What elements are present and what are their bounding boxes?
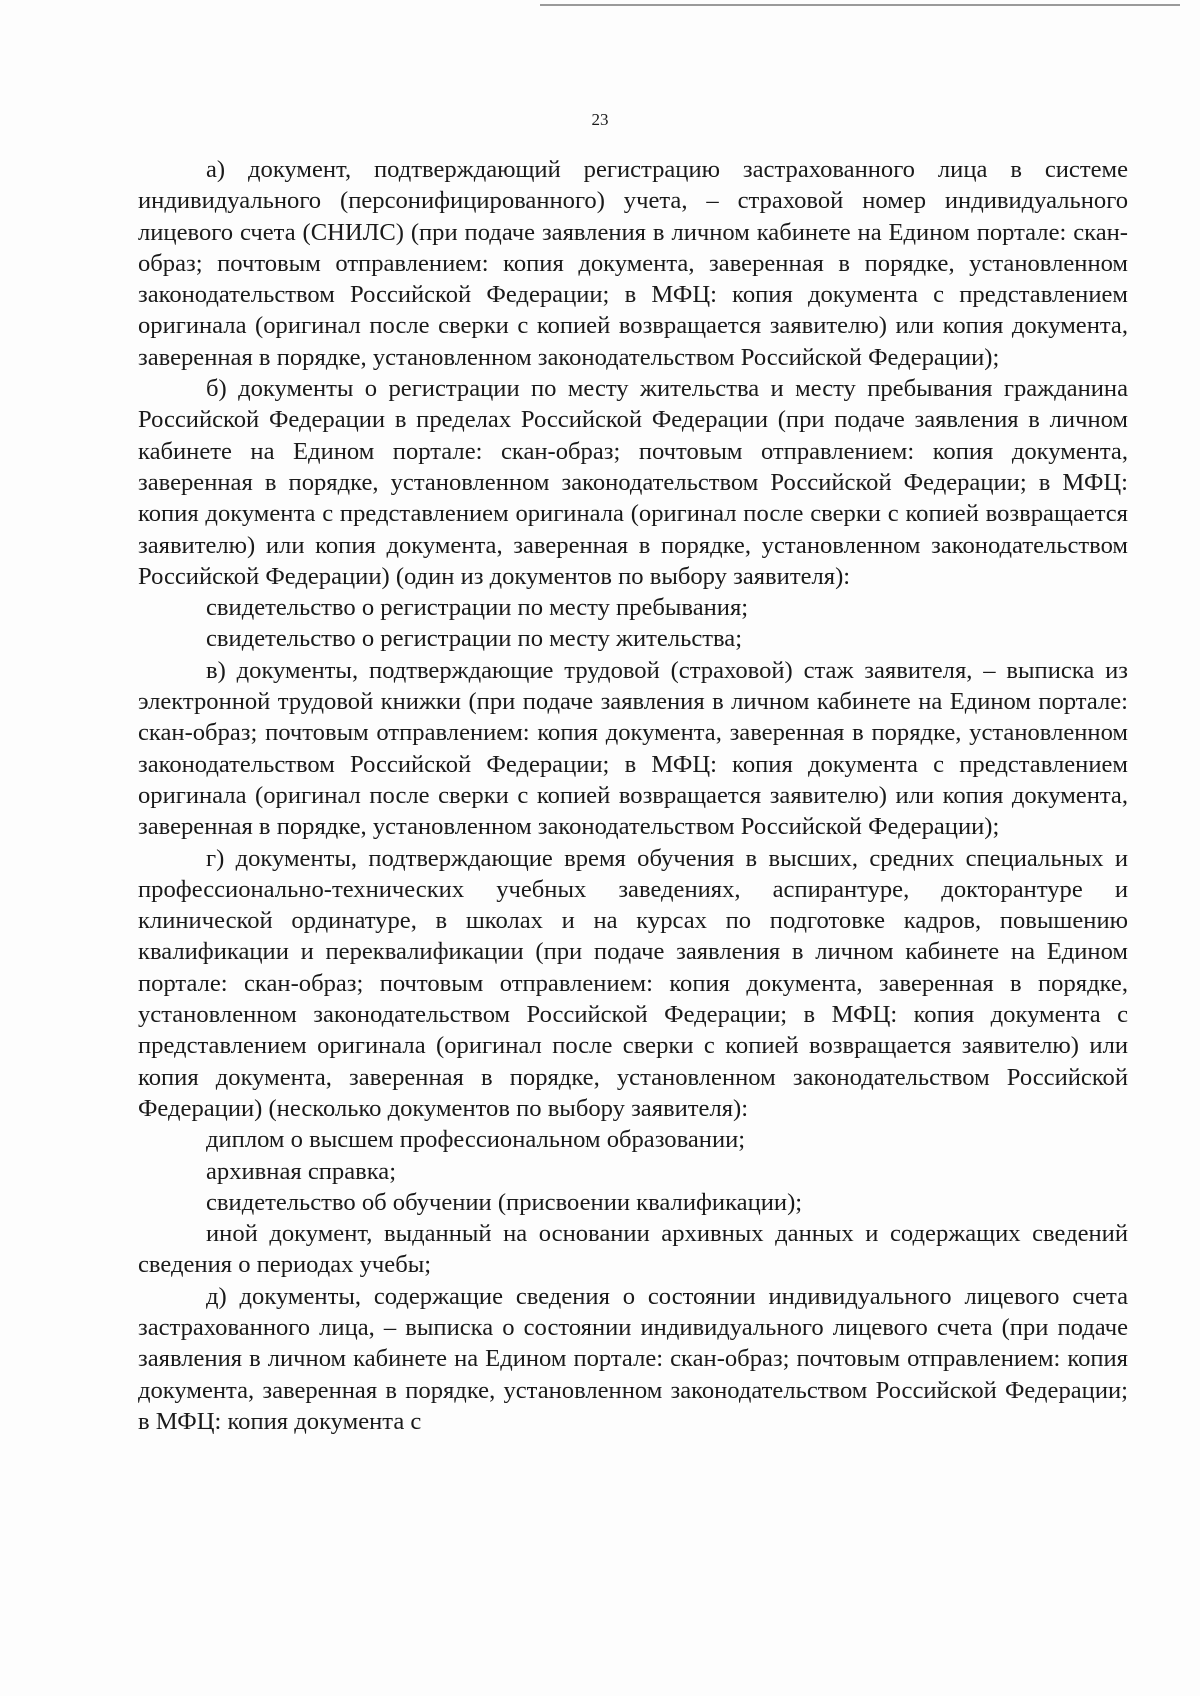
paragraph-b-registration: б) документы о регистрации по месту жительства и месту пребывания гражданина Российской Федерации в пределах Российской Федерации (при подаче заявления в личном кабинете на Едином портале: скан-образ; почтовым отправлением: копия документа, заверенная в порядке, установленном законодательством Российской Федерации; в МФЦ: копия документа с представлением оригинала (оригинал после сверки с копией возвращается заявителю) или копия документа, заверенная в порядке, установленном законодательством Российской Федерации) (один из документов по выбору заявителя): [138,375,1128,590]
list-item: архивная справка; [206,1157,397,1185]
paragraph-a-snils: а) документ, подтверждающий регистрацию застрахованного лица в системе индивидуального (персонифицированного) учета, – страховой номер индивидуального лицевого счета (СНИЛС) (при подаче заявления в личном кабинете на Едином портале: скан-образ; почтовым отправлением: копия документа, заверенная в порядке, установленном законодательством Российской Федерации; в МФЦ: копия документа с представлением оригинала (оригинал после сверки с копией возвращается заявителю) или копия документа, заверенная в порядке, установленном законодательством Российской Федерации); [138,156,1128,371]
paragraph-d-account-statement: д) документы, содержащие сведения о состоянии индивидуального лицевого счета застрахованного лица, – выписка о состоянии индивидуального лицевого счета (при подаче заявления в личном кабинете на Едином портале: скан-образ; почтовым отправлением: копия документа, заверенная в порядке, установленном законодательством Российской Федерации; в МФЦ: копия документа с [138,1282,1128,1435]
document-body [138,154,1128,1437]
list-item: диплом о высшем профессиональном образовании; [206,1126,746,1154]
list-item: свидетельство об обучении (присвоении квалификации); [206,1188,803,1216]
page-number: 23 [591,110,609,129]
list-item: иной документ, выданный на основании архивных данных и содержащих сведений сведения о периодах учебы; [138,1220,1128,1279]
list-item: свидетельство о регистрации по месту жительства; [206,625,743,653]
paragraph-v-work-record: в) документы, подтверждающие трудовой (страховой) стаж заявителя, – выписка из электронной трудовой книжки (при подаче заявления в личном кабинете на Едином портале: скан-образ; почтовым отправлением: копия документа, заверенная в порядке, установленном законодательством Российской Федерации; в МФЦ: копия документа с представлением оригинала (оригинал после сверки с копией возвращается заявителю) или копия документа, заверенная в порядке, установленном законодательством Российской Федерации); [138,656,1128,841]
scan-edge-line [540,4,1180,6]
paragraph-g-education: г) документы, подтверждающие время обучения в высших, средних специальных и профессионально-технических учебных заведениях, аспирантуре, докторантуре и клинической ординатуре, в школах и на курсах по подготовке кадров, повышению квалификации и переквалификации (при подаче заявления в личном кабинете на Едином портале: скан-образ; почтовым отправлением: копия документа, заверенная в порядке, установленном законодательством Российской Федерации; в МФЦ: копия документа с представлением оригинала (оригинал после сверки с копией возвращается заявителю) или копия документа, заверенная в порядке, установленном законодательством Российской Федерации) (несколько документов по выбору заявителя): [138,844,1128,1122]
list-item: свидетельство о регистрации по месту пребывания; [206,594,749,622]
